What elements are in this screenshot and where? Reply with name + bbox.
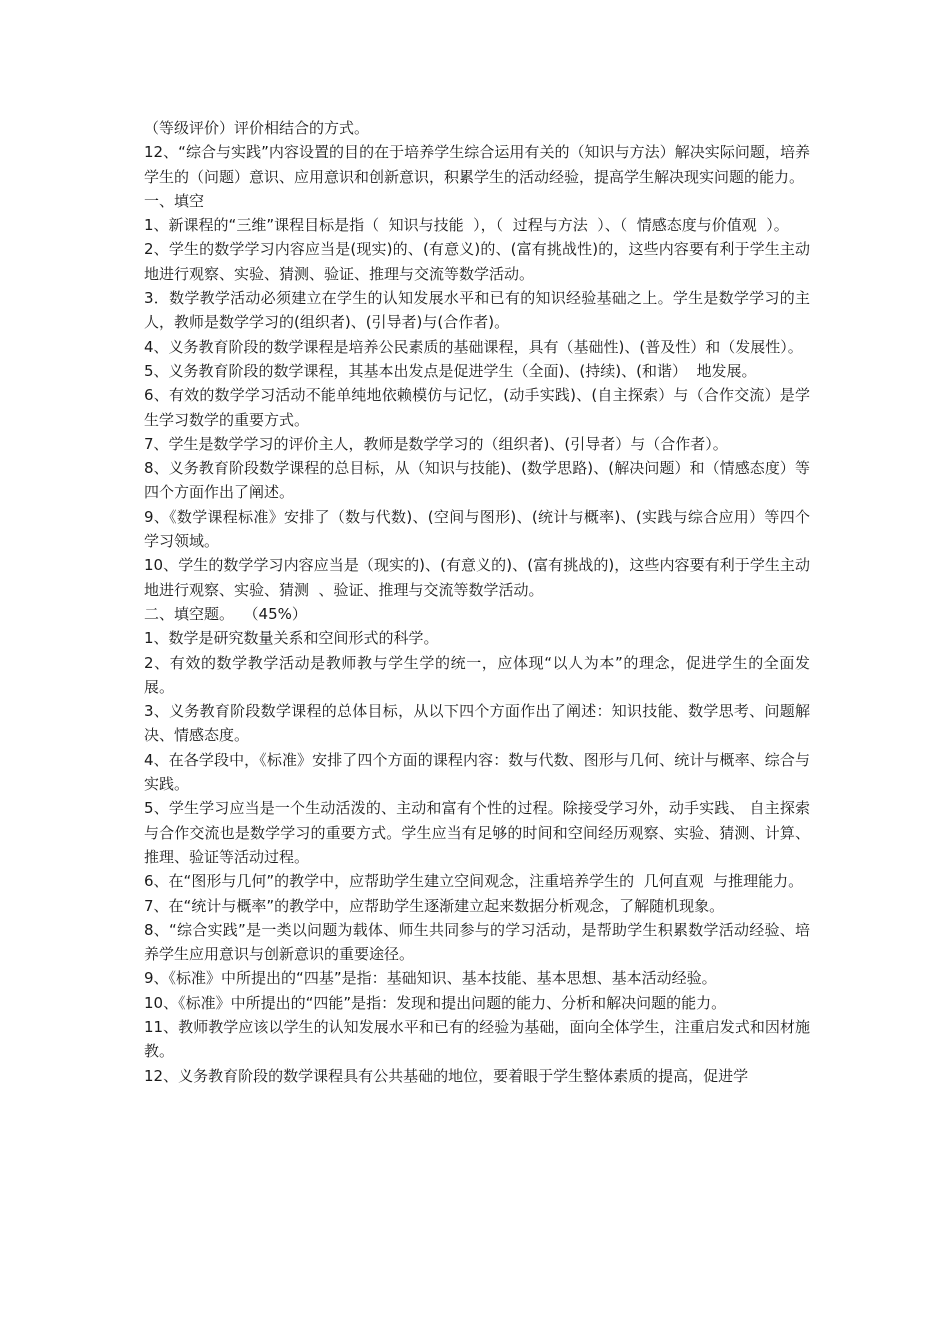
paragraph-question-9: 9、《标准》中所提出的“四基”是指：基础知识、基本技能、基本思想、基本活动经验。 — [144, 969, 717, 988]
paragraph-fill-5: 5、义务教育阶段的数学课程，其基本出发点是促进学生（全面)、(持续)、(和谐） 地发展。 — [144, 361, 757, 380]
document-body — [144, 116, 810, 1088]
paragraph-question-1: 1、数学是研究数量关系和空间形式的科学。 — [144, 629, 439, 648]
paragraph-question-2: 2、有效的数学教学活动是教师教与学生学的统一，应体现“以人为本”的理念，促进学生的全面发展。 — [144, 653, 810, 696]
paragraph-item-12-comprehensive-practice: 12、“综合与实践”内容设置的目的在于培养学生综合运用有关的（知识与方法）解决实际问题，培养学生的（问题）意识、应用意识和创新意识，积累学生的活动经验，提高学生解决现实问题的能力。 — [144, 143, 810, 186]
paragraph-question-8: 8、“综合实践”是一类以问题为载体、师生共同参与的学习活动，是帮助学生积累数学活动经验、培养学生应用意识与创新意识的重要途径。 — [144, 920, 810, 964]
paragraph-question-5: 5、学生学习应当是一个生动活泼的、主动和富有个性的过程。除接受学习外，动手实践、 自主探索与合作交流也是数学学习的重要方式。学生应当有足够的时间和空间经历观察、实验、猜测、计算、推理、验证等活动过程。 — [144, 799, 810, 866]
paragraph-grading-method: （等级评价）评价相结合的方式。 — [144, 119, 370, 137]
paragraph-question-6: 6、在“图形与几何”的教学中，应帮助学生建立空间观念，注重培养学生的 几何直观 与推理能力。 — [144, 872, 804, 891]
paragraph-question-7: 7、在“统计与概率”的教学中，应帮助学生逐渐建立起来数据分析观念，了解随机现象。 — [144, 896, 725, 915]
section-heading-fill-in-questions: 二、填空题。 （45%） — [144, 604, 307, 623]
paragraph-question-12: 12、义务教育阶段的数学课程具有公共基础的地位，要着眼于学生整体素质的提高，促进学 — [144, 1066, 749, 1085]
paragraph-fill-10: 10、学生的数学学习内容应当是（现实的)、(有意义的)、(富有挑战的)，这些内容要有利于学生主动地进行观察、实验、猜测 、验证、推理与交流等数学活动。 — [144, 556, 810, 599]
paragraph-fill-8: 8、义务教育阶段数学课程的总目标，从（知识与技能)、(数学思路)、(解决问题）和（情感态度）等四个方面作出了阐述。 — [144, 459, 810, 502]
paragraph-fill-4: 4、义务教育阶段的数学课程是培养公民素质的基础课程，具有（基础性)、(普及性）和（发展性）。 — [144, 337, 803, 356]
section-heading-fill-in: 一、填空 — [144, 191, 205, 210]
paragraph-fill-7: 7、学生是数学学习的评价主人，教师是数学学习的（组织者)、(引导者）与（合作者）。 — [144, 434, 728, 453]
paragraph-fill-6: 6、有效的数学学习活动不能单纯地依赖模仿与记忆，(动手实践)、(自主探索）与（合作交流）是学生学习数学的重要方式。 — [144, 386, 810, 429]
paragraph-fill-1: 1、新课程的“三维”课程目标是指（ 知识与技能 ），（ 过程与方法 ）、（ 情感态度与价值观 ）。 — [144, 216, 789, 235]
paragraph-question-10: 10、《标准》中所提出的“四能”是指：发现和提出问题的能力、分析和解决问题的能力。 — [144, 993, 727, 1012]
paragraph-question-4: 4、在各学段中，《标准》安排了四个方面的课程内容：数与代数、图形与几何、统计与概率、综合与实践。 — [144, 750, 810, 794]
paragraph-fill-2: 2、学生的数学学习内容应当是(现实)的、(有意义)的、(富有挑战性)的，这些内容要有利于学生主动地进行观察、实验、猜测、验证、推理与交流等数学活动。 — [144, 240, 810, 283]
paragraph-question-11: 11、教师教学应该以学生的认知发展水平和已有的经验为基础，面向全体学生，注重启发式和因材施教。 — [144, 1017, 810, 1061]
paragraph-fill-9: 9、《数学课程标准》安排了（数与代数)、(空间与图形)、(统计与概率)、(实践与综合应用）等四个学习领域。 — [144, 507, 810, 551]
paragraph-fill-3: 3．数学教学活动必须建立在学生的认知发展水平和已有的知识经验基础之上。学生是数学学习的主人，教师是数学学习的(组织者)、(引导者)与(合作者)。 — [144, 289, 810, 332]
paragraph-question-3: 3、义务教育阶段数学课程的总体目标，从以下四个方面作出了阐述：知识技能、数学思考、问题解决、情感态度。 — [144, 702, 810, 745]
